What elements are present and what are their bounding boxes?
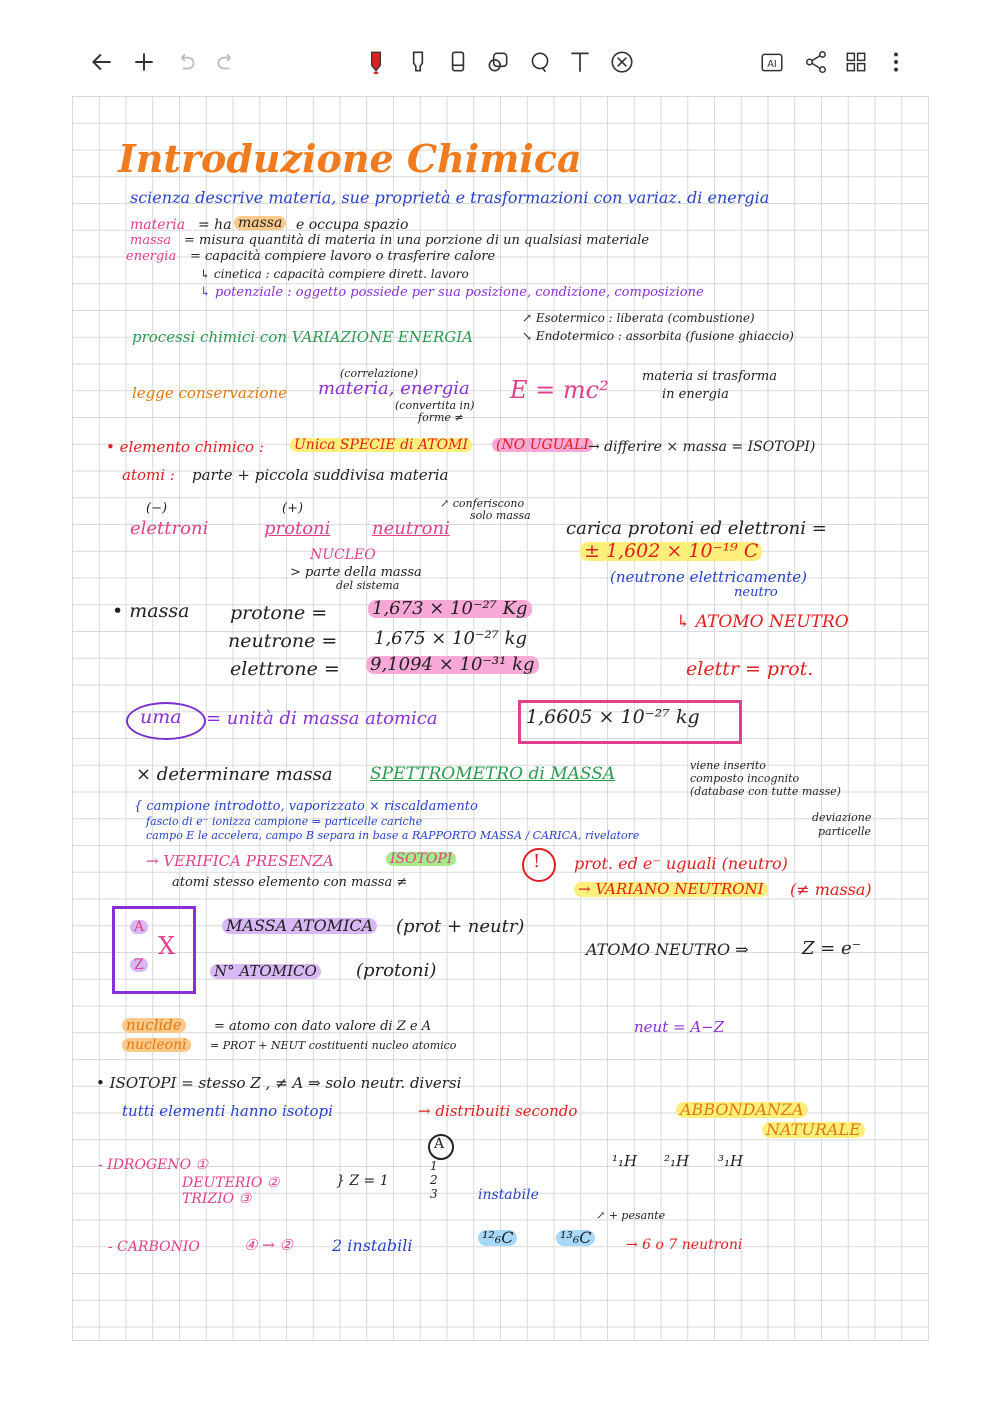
more-icon[interactable] — [878, 44, 914, 80]
ai-icon[interactable] — [754, 44, 790, 80]
nucleoni-def: = PROT + NEUT costituenti nucleo atomico — [210, 1039, 457, 1052]
esotermico-line: ↗ Esotermico : liberata (combustione) — [522, 311, 755, 325]
note-title: Introduzione Chimica — [118, 136, 582, 181]
hydrogen-1: ¹₁H — [612, 1152, 638, 1170]
z1-brace: } Z = 1 — [336, 1173, 389, 1189]
elettroni-label: elettroni — [130, 518, 209, 539]
elettrone-value: 9,1094 × 10⁻³¹ kg — [366, 656, 539, 674]
carbonio-count: ④ → ② — [244, 1236, 293, 1254]
nuclide-symbol-box — [112, 906, 196, 994]
tutti-line: tutti elementi hanno isotopi — [122, 1102, 333, 1120]
abbondanza-label: ABBONDANZA — [676, 1102, 808, 1118]
prot-e-line: prot. ed e⁻ uguali (neutro) — [574, 854, 788, 873]
nuclide-label: nuclide — [122, 1018, 186, 1033]
nucleoni-label: nucleoni — [122, 1038, 191, 1052]
protoni-note: (protoni) — [356, 960, 437, 981]
deuterio-label: DEUTERIO ② — [182, 1175, 280, 1191]
carica-value: ± 1,602 × 10⁻¹⁹ C — [580, 542, 762, 561]
trizio-label: TRIZIO ③ — [182, 1191, 252, 1207]
convertita-note: (convertita in) — [395, 399, 475, 412]
processi-line: processi chimici con VARIAZIONE ENERGIA — [132, 328, 473, 346]
energia-val: = capacità compiere lavoro o trasferire calore — [190, 249, 496, 264]
pen-icon[interactable] — [358, 44, 394, 80]
a-value-3: 3 — [430, 1187, 438, 1201]
campione-line-2: fascio di e⁻ ionizza campione ⇒ particelle cariche — [146, 815, 423, 828]
carbonio-label: - CARBONIO — [108, 1239, 200, 1255]
cinetica-line: ↳ cinetica : capacità compiere dirett. lavoro — [200, 267, 469, 281]
viene-line-1: viene inserito — [690, 759, 766, 772]
lasso-icon[interactable] — [480, 44, 516, 80]
back-icon[interactable] — [84, 44, 120, 80]
atomi-stesso-line: atomi stesso elemento con massa ≠ — [172, 875, 408, 890]
uma-label: uma — [140, 706, 182, 728]
text-icon[interactable] — [562, 44, 598, 80]
determinare-line: × determinare massa — [136, 764, 333, 785]
variano-note: (≠ massa) — [790, 880, 872, 899]
energia-key: energia — [126, 249, 177, 264]
elemento-key: • elemento chimico : — [106, 438, 264, 456]
svg-text:AI: AI — [767, 58, 777, 70]
undo-icon[interactable] — [168, 44, 204, 80]
massa-label: • massa — [112, 600, 190, 622]
toolbar — [0, 0, 1000, 110]
elemento-highlight: Unica SPECIE di ATOMI — [290, 438, 472, 452]
no-uguali-tag: (NO UGUALI — [492, 438, 593, 452]
trasforma-line-2: in energia — [662, 387, 729, 402]
elettrone-label: elettrone = — [230, 658, 340, 680]
endotermico-line: ↘ Endotermico : assorbita (fusione ghiaccio) — [522, 329, 794, 343]
atomo-neutro-label: ↳ ATOMO NEUTRO — [676, 612, 849, 632]
atomo-neutro-line: ATOMO NEUTRO ⇒ — [586, 940, 749, 959]
massa-atomica-label: MASSA ATOMICA — [222, 918, 377, 934]
nucleo-label: NUCLEO — [310, 547, 376, 563]
correlazione-note: (correlazione) — [340, 367, 418, 380]
materia-val2: e occupa spazio — [296, 217, 409, 233]
variano-neutroni: → VARIANO NEUTRONI — [574, 882, 768, 897]
deviazione-line-1: deviazione — [812, 811, 872, 824]
neutrone-elettr-note: (neutrone elettricamente) — [610, 568, 808, 586]
a-value-1: 1 — [430, 1159, 438, 1173]
a-circle-label: A — [434, 1136, 445, 1152]
legge-line-2: materia, energia — [318, 378, 470, 399]
massa-key: massa — [130, 233, 172, 248]
symbol-z: Z — [130, 958, 148, 972]
hydrogen-2: ²₁H — [664, 1152, 690, 1170]
campione-line-3: campo E le accelera, campo B separa in base a RAPPORTO MASSA / CARICA, rivelatore — [146, 829, 640, 842]
parte-massa-note: > parte della massa — [290, 565, 422, 580]
isotopi-circled: ISOTOPI — [386, 852, 456, 866]
protone-label: protone = — [230, 602, 328, 624]
carica-line: carica protoni ed elettroni = — [566, 518, 827, 539]
potenziale-line: ↳ potenziale : oggetto possiede per sua posizione, condizione, composizione — [200, 285, 704, 300]
neut-formula: neut = A−Z — [634, 1018, 725, 1036]
add-icon[interactable] — [126, 44, 162, 80]
neutrone-value: 1,675 × 10⁻²⁷ kg — [374, 628, 528, 649]
emc2-formula: E = mc² — [510, 376, 609, 404]
carbonio-neutroni-note: → 6 o 7 neutroni — [626, 1237, 743, 1253]
z-e-formula: Z = e⁻ — [802, 938, 862, 959]
neutroni-label: neutroni — [372, 518, 450, 539]
differire-note: → differire × massa = ISOTOPI) — [588, 439, 816, 455]
massa-val: = misura quantità di materia in una porzione di un qualsiasi materiale — [184, 233, 650, 248]
eraser-icon[interactable] — [440, 44, 476, 80]
solo-massa-note: solo massa — [470, 509, 531, 522]
forme-note: forme ≠ — [418, 411, 464, 424]
n-atomico-label: N° ATOMICO — [210, 964, 321, 979]
distribuiti-line: → distribuiti secondo — [418, 1102, 578, 1120]
redo-icon[interactable] — [208, 44, 244, 80]
prot-neutr-note: (prot + neutr) — [396, 916, 525, 937]
plus-sign: (+) — [282, 501, 304, 516]
grid-icon[interactable] — [838, 44, 874, 80]
elettr-prot-label: elettr = prot. — [686, 658, 814, 680]
shape-icon[interactable] — [522, 44, 558, 80]
legge-line: legge conservazione — [132, 384, 288, 402]
isotopi-def: • ISOTOPI = stesso Z , ≠ A ⇒ solo neutr. diversi — [96, 1074, 462, 1092]
conferiscono-note: ↗ conferiscono — [440, 497, 525, 510]
share-icon[interactable] — [798, 44, 834, 80]
carbon-13: ¹³₆C — [556, 1230, 595, 1246]
carbon-12: ¹²₆C — [478, 1230, 517, 1246]
neutro-note: neutro — [734, 585, 778, 600]
protoni-label: protoni — [264, 518, 331, 539]
neutrone-label: neutrone = — [228, 630, 338, 652]
uma-definition: = unità di massa atomica — [206, 708, 438, 729]
highlighter-icon[interactable] — [400, 44, 436, 80]
uma-value: 1,6605 × 10⁻²⁷ kg — [526, 706, 700, 728]
a-value-2: 2 — [430, 1173, 438, 1187]
nuclide-def: = atomo con dato valore di Z e A — [214, 1019, 432, 1034]
trasforma-line-1: materia si trasforma — [642, 369, 778, 384]
spettrometro-label: SPETTROMETRO di MASSA — [370, 764, 616, 784]
campione-line-1: { campione introdotto, vaporizzato × riscaldamento — [134, 799, 478, 814]
viene-line-3: (database con tutte masse) — [690, 785, 841, 798]
minus-sign: (−) — [146, 501, 168, 516]
atomi-val: parte + piccola suddivisa materia — [192, 466, 449, 484]
pesante-note: ↗ + pesante — [596, 1209, 666, 1222]
line-definition: scienza descrive materia, sue proprietà e trasformazioni con variaz. di energia — [130, 188, 770, 207]
instabili-note: 2 instabili — [332, 1236, 413, 1255]
idrogeno-label: - IDROGENO ① — [98, 1157, 209, 1173]
verifica-line: → VERIFICA PRESENZA — [146, 852, 334, 870]
protone-value: 1,673 × 10⁻²⁷ Kg — [368, 600, 532, 618]
del-sistema-note: del sistema — [336, 579, 400, 592]
materia-val: = ha — [198, 217, 232, 233]
materia-key: materia — [130, 217, 186, 233]
exclamation-mark: ! — [533, 851, 541, 872]
close-circle-icon[interactable] — [604, 44, 640, 80]
naturale-label: NATURALE — [762, 1122, 865, 1138]
atomi-key: atomi : — [122, 466, 175, 484]
hydrogen-3: ³₁H — [718, 1152, 744, 1170]
symbol-x: X — [158, 932, 176, 960]
materia-highlight: massa — [234, 216, 286, 230]
symbol-a: A — [130, 920, 148, 934]
viene-line-2: composto incognito — [690, 772, 800, 785]
deviazione-line-2: particelle — [818, 825, 872, 838]
instabile-note: instabile — [478, 1187, 539, 1203]
